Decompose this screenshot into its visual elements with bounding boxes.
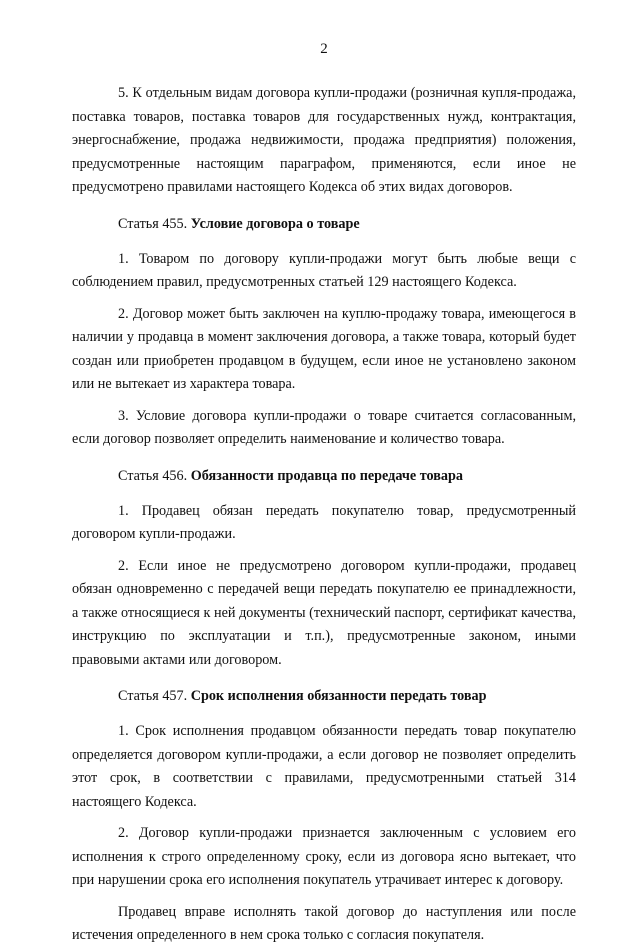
- article-457-paragraph-1: 1. Срок исполнения продавцом обязанности передать товар покупателю определяется договором купли-продажи, а если договор не позволяет определить этот срок, в соответствии с правилами, предусмотренными статьей 314 настоящего Кодекса.: [72, 723, 576, 810]
- article-heading-457: [72, 686, 576, 706]
- article-457-paragraph-3: Продавец вправе исполнять такой договор до наступления или после истечения определенного в нем срока только с согласия покупателя.: [72, 903, 576, 943]
- page-number: 2: [320, 41, 328, 57]
- article-title: Обязанности продавца по передаче товара: [190, 467, 463, 484]
- article-title: Условие договора о товаре: [190, 215, 360, 232]
- article-heading-456: [72, 466, 576, 486]
- article-456-paragraph-1: 1. Продавец обязан передать покупателю товар, предусмотренный договором купли-продажи.: [72, 502, 576, 542]
- article-number: Статья 456.: [118, 467, 188, 484]
- intro-paragraph: 5. К отдельным видам договора купли-продажи (розничная купля-продажа, поставка товаров, поставка товаров для государственных нужд, контрактация, энергоснабжение, продажа недвижимости, продажа предприятия) положения, предусмотренные настоящим параграфом, применяются, если иное не предусмотрено правилами настоящего Кодекса об этих видах договоров.: [72, 85, 576, 195]
- article-title: Срок исполнения обязанности передать товар: [190, 688, 487, 704]
- article-456-paragraph-2: 2. Если иное не предусмотрено договором купли-продажи, продавец обязан одновременно с передачей вещи передать покупателю ее принадлежности, а также относящиеся к ней документы (технический паспорт, сертификат качества, инструкцию по эксплуатации и т.п.), предусмотренные законом, иными правовыми актами или договором.: [72, 557, 576, 668]
- article-number: Статья 455.: [118, 215, 188, 232]
- article-heading-455: [72, 214, 576, 234]
- article-455-paragraph-2: 2. Договор может быть заключен на куплю-продажу товара, имеющегося в наличии у продавца в момент заключения договора, а также товара, который будет создан или приобретен продавцом в будущем, если иное не установлено законом или не вытекает из характера товара.: [72, 305, 576, 392]
- article-457-paragraph-2: 2. Договор купли-продажи признается заключенным с условием его исполнения к строго определенному сроку, если из договора ясно вытекает, что при нарушении срока его исполнения покупатель утрачивает интерес к договору.: [72, 825, 576, 888]
- article-number: Статья 457.: [118, 688, 188, 704]
- article-455-paragraph-3: 3. Условие договора купли-продажи о товаре считается согласованным, если договор позволяет определить наименование и количество товара.: [72, 407, 576, 447]
- article-455-paragraph-1: 1. Товаром по договору купли-продажи могут быть любые вещи с соблюдением правил, предусмотренных статьей 129 настоящего Кодекса.: [72, 250, 576, 290]
